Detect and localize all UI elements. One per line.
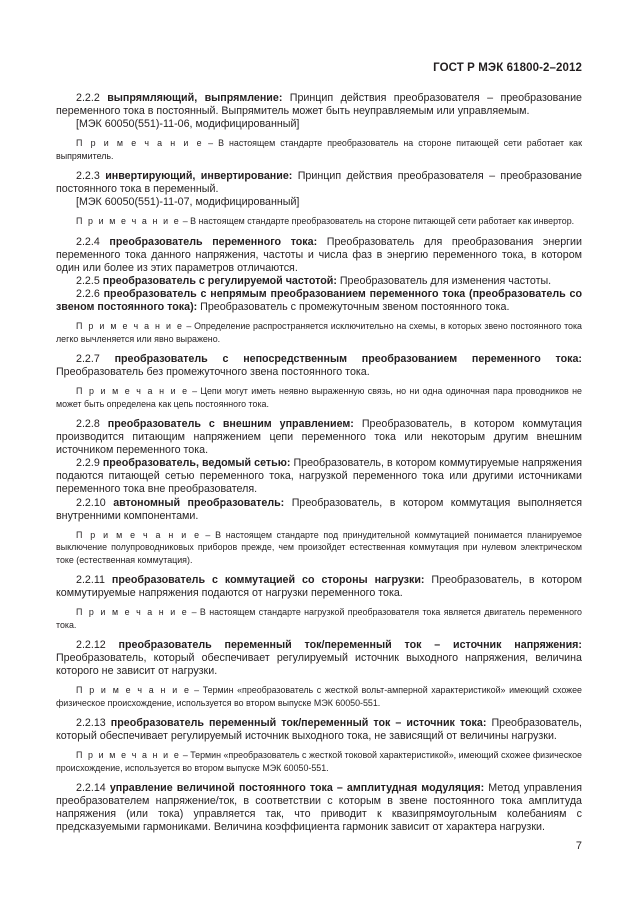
note (56, 684, 582, 709)
clause-number: 2.2.9 (76, 457, 100, 470)
term: инвертирующий, инвертирование: (105, 170, 293, 182)
definition-text: Преобразователь, в котором коммутация выполняется внутренними компонентами. (56, 496, 582, 522)
definition-2-2-9 (56, 457, 582, 496)
note-label: П р и м е ч а н и е (76, 321, 184, 332)
definition-text: Преобразователь, который обеспечивает регулируемый источник выходного напряжения, величина которого не зависит от нагрузки. (56, 652, 582, 678)
document-code-header: ГОСТ Р МЭК 61800-2–2012 (433, 62, 582, 74)
clause-number: 2.2.10 (76, 496, 106, 509)
definition-text: Преобразователь, в котором коммутация производится питающим напряжением цепи переменного тока или некоторым другим внешним источником переменного тока. (56, 417, 582, 457)
term: управление величиной постоянного тока – амплитудная модуляция: (109, 782, 485, 795)
page-number: 7 (575, 840, 582, 852)
note-label: П р и м е ч а н и е (76, 529, 201, 540)
clause-number: 2.2.5 (76, 274, 100, 287)
term: автономный преобразователь: (113, 496, 285, 509)
clause-number: 2.2.13 (76, 717, 106, 730)
document-body (56, 92, 582, 834)
clause-number: 2.2.3 (76, 170, 100, 182)
reference: [МЭК 60050(551)-11-06, модифицированный] (76, 118, 300, 131)
clause-number: 2.2.12 (76, 638, 106, 651)
note-text: – В настоящем стандарте преобразователь на стороне питающей сети работает как выпрямитель. (56, 138, 582, 161)
definition-2-2-5 (56, 275, 582, 288)
definition-2-2-10 (56, 497, 582, 523)
note (56, 385, 582, 410)
note-text: – Цепи могут иметь неявно выраженную связь, но ни одна одиночная пара проводников не может быть определена как цепь постоянного тока. (56, 386, 582, 409)
definition-text: Преобразователь, в котором коммутируемые напряжения подаются от нагрузки переменного тока. (56, 573, 582, 600)
term: преобразователь переменный ток/переменный ток – источник тока: (110, 717, 487, 730)
note (56, 529, 582, 566)
clause-number: 2.2.7 (76, 352, 100, 365)
clause-number: 2.2.2 (76, 92, 100, 104)
definition-text: Преобразователь, который обеспечивает регулируемый источник выходного тока, не зависящий от величины нагрузки. (56, 717, 582, 743)
definition-2-2-14 (56, 782, 582, 834)
term: преобразователь с регулируемой частотой: (102, 274, 337, 287)
definition-2-2-6 (56, 288, 582, 314)
note (56, 749, 582, 774)
note-text: – В настоящем стандарте под принудительной коммутацией понимается планируемое выключение полупроводниковых приборов прежде, чем произойдет естественная коммутация при нулевом электрическом токе (естественная коммутация). (56, 529, 582, 565)
definition-2-2-12 (56, 639, 582, 678)
definition-2-2-8 (56, 418, 582, 457)
definition-2-2-11 (56, 574, 582, 600)
term: преобразователь переменного тока: (109, 235, 318, 248)
note (56, 606, 582, 631)
definition-text: Преобразователь для преобразования энергии переменного тока данного напряжения, частоты и числа фаз в энергию переменного тока, в котором один или более из этих параметров отличаются. (56, 235, 582, 274)
clause-number: 2.2.8 (76, 417, 100, 430)
definition-text: Преобразователь без промежуточного звена постоянного тока. (56, 366, 370, 379)
definition-text: Метод управления преобразователем напряжение/ток, в соответствии с которым в звене постоянного тока амплитуда напряжения (или тока) управляется так, что приводит к квазипрямоугольным колебаниям с предсказуемыми гармониками. Величина коэффициента гармоник зависит от характера нагрузки. (56, 782, 582, 834)
note-text: – Термин «преобразователь с жесткой вольт-амперной характеристикой» имеющий схожее физическое происхождение, используется во втором выпуске МЭК 60050-551. (56, 685, 582, 708)
term: преобразователь с непосредственным преобразованием переменного тока: (114, 352, 582, 365)
clause-number: 2.2.11 (76, 573, 105, 586)
clause-number: 2.2.14 (76, 782, 106, 795)
note-label: П р и м е ч а н и е (76, 607, 189, 618)
definition-text: Принцип действия преобразователя – преобразование переменного тока в постоянный. Выпрямитель может быть неуправляемым или управляемым. (56, 92, 582, 118)
definition-text: Преобразователь для изменения частоты. (336, 274, 552, 287)
reference: [МЭК 60050(551)-11-07, модифицированный] (76, 196, 300, 209)
definition-2-2-3 (56, 170, 582, 196)
definition-2-2-7 (56, 353, 582, 379)
term: преобразователь переменный ток/переменный ток – источник напряжения: (118, 638, 582, 651)
note-text: – В настоящем стандарте нагрузкой преобразователя тока является двигатель переменного тока. (56, 607, 582, 630)
term: выпрямляющий, выпрямление: (107, 92, 283, 104)
clause-number: 2.2.4 (76, 235, 100, 248)
definition-2-2-13 (56, 717, 582, 743)
note (56, 320, 582, 345)
term: преобразователь с коммутацией со стороны нагрузки: (111, 573, 425, 586)
definition-text: Принцип действия преобразователя – преобразование постоянного тока в переменный. (56, 170, 582, 196)
note-label: П р и м е ч а н и е (76, 386, 189, 397)
term: преобразователь, ведомый сетью: (102, 457, 291, 470)
term: преобразователь с внешним управлением: (107, 417, 354, 430)
note-label: П р и м е ч а н и е (76, 685, 191, 696)
definition-2-2-4 (56, 236, 582, 275)
note-text: – Определение распространяется исключительно на схемы, в которых звено постоянного тока легко вычленяется или явно выражено. (56, 321, 582, 344)
note-label: П р и м е ч а н и е (76, 216, 181, 227)
note (56, 137, 582, 162)
definition-text: Преобразователь, в котором коммутируемые напряжения подаются питающей сетью переменного тока, нагрузкой переменного тока или другими источниками переменного тока вне преобразователя. (56, 457, 582, 496)
definition-2-2-2 (56, 92, 582, 118)
note-text: – В настоящем стандарте преобразователь на стороне питающей сети работает как инвертор. (180, 216, 575, 227)
note-label: П р и м е ч а н и е (76, 138, 204, 149)
note (56, 215, 582, 227)
note-text: – Термин «преобразователь с жесткой токовой характеристикой», имеющий схожее физическое происхождение, используется во втором выпуске МЭК 60050-551. (56, 750, 582, 773)
term: преобразователь с непрямым преобразованием переменного тока (преобразователь со звеном постоянного тока): (56, 287, 582, 314)
note-label: П р и м е ч а н и е (76, 750, 181, 761)
definition-text: Преобразователь с промежуточным звеном постоянного тока. (197, 301, 510, 314)
clause-number: 2.2.6 (76, 287, 100, 300)
